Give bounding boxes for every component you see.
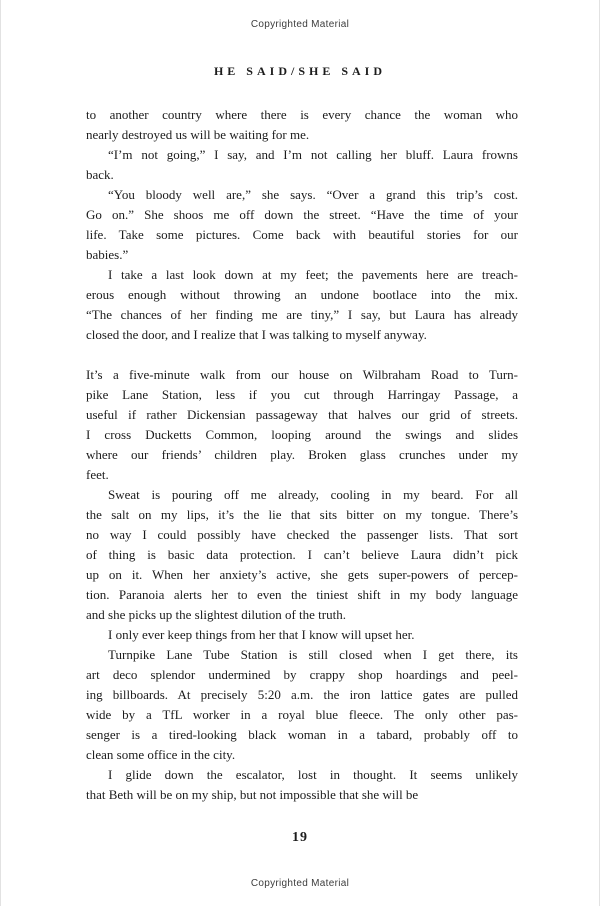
paragraph — [86, 765, 518, 805]
text-line: “I’m not going,” I say, and I’m not calling her bluff. Laura frowns — [108, 147, 518, 162]
paragraph — [86, 265, 518, 345]
text-line: life. Take some pictures. Come back with beautiful stories for our — [86, 227, 518, 242]
copyright-notice-top: Copyrighted Material — [250, 19, 350, 30]
text-line: I only ever keep things from her that I know will upset her. — [108, 627, 415, 642]
paragraph — [86, 145, 518, 185]
paragraph — [86, 365, 518, 485]
paragraph — [86, 625, 518, 645]
text-line: back. — [86, 167, 114, 182]
text-line: and she picks up the slightest dilution of the truth. — [86, 607, 346, 622]
text-line: It’s a five-minute walk from our house on Wilbraham Road to Turn- — [86, 367, 518, 382]
text-line: ing billboards. At precisely 5:20 a.m. the iron lattice gates are pulled — [86, 687, 518, 702]
running-header: HE SAID/SHE SAID — [213, 64, 387, 78]
paragraph — [86, 105, 518, 145]
text-line: useful if rather Dickensian passageway that halves our grid of streets. — [86, 407, 518, 422]
text-line: the salt on my lips, it’s the lie that sits bitter on my tongue. There’s — [86, 507, 518, 522]
text-line: art deco splendor undermined by crappy shop hoardings and peel- — [86, 667, 518, 682]
text-line: I cross Ducketts Common, looping around the swings and slides — [86, 427, 518, 442]
text-line: “You bloody well are,” she says. “Over a grand this trip’s cost. — [108, 187, 518, 202]
paragraph — [86, 485, 518, 625]
text-line: babies.” — [86, 247, 129, 262]
text-line: I glide down the escalator, lost in thought. It seems unlikely — [108, 767, 518, 782]
paragraph — [86, 185, 518, 265]
text-line: Turnpike Lane Tube Station is still closed when I get there, its — [108, 647, 518, 662]
text-line: erous enough without throwing an undone bootlace into the mix. — [86, 287, 518, 302]
text-line: senger is a tired-looking black woman in a tabard, probably off to — [86, 727, 518, 742]
text-line: where our friends’ children play. Broken glass crunches under my — [86, 447, 518, 462]
page-number: 19 — [292, 830, 308, 845]
text-line: pike Lane Station, less if you cut through Harringay Passage, a — [86, 387, 518, 402]
text-line: nearly destroyed us will be waiting for me. — [86, 127, 310, 142]
text-line: I take a last look down at my feet; the pavements here are treach- — [108, 267, 518, 282]
text-line: Go on.” She shoos me off down the street. “Have the time of your — [86, 207, 518, 222]
copyright-notice-bottom: Copyrighted Material — [250, 878, 350, 889]
paragraph — [86, 645, 518, 765]
text-line: tion. Paranoia alerts her to even the tiniest shift in my body language — [86, 587, 518, 602]
text-line: up on it. When her anxiety’s active, she gets super-powers of percep- — [86, 567, 518, 582]
text-line: Sweat is pouring off me already, cooling in my beard. For all — [108, 487, 518, 502]
text-line: closed the door, and I realize that I was talking to myself anyway. — [86, 327, 427, 342]
text-line: clean some office in the city. — [86, 747, 236, 762]
text-line: of thing is basic data protection. I can’t believe Laura didn’t pick — [86, 547, 518, 562]
text-line: to another country where there is every chance the woman who — [86, 107, 518, 122]
body-text — [86, 105, 518, 805]
text-line: “The chances of her finding me are tiny,” I say, but Laura has already — [86, 307, 518, 322]
text-line: wide by a TfL worker in a royal blue fleece. The only other pas- — [86, 707, 518, 722]
text-line: feet. — [86, 467, 109, 482]
text-line: no way I could possibly have checked the passenger lists. That sort — [86, 527, 518, 542]
text-line: that Beth will be on my ship, but not impossible that she will be — [86, 787, 419, 802]
